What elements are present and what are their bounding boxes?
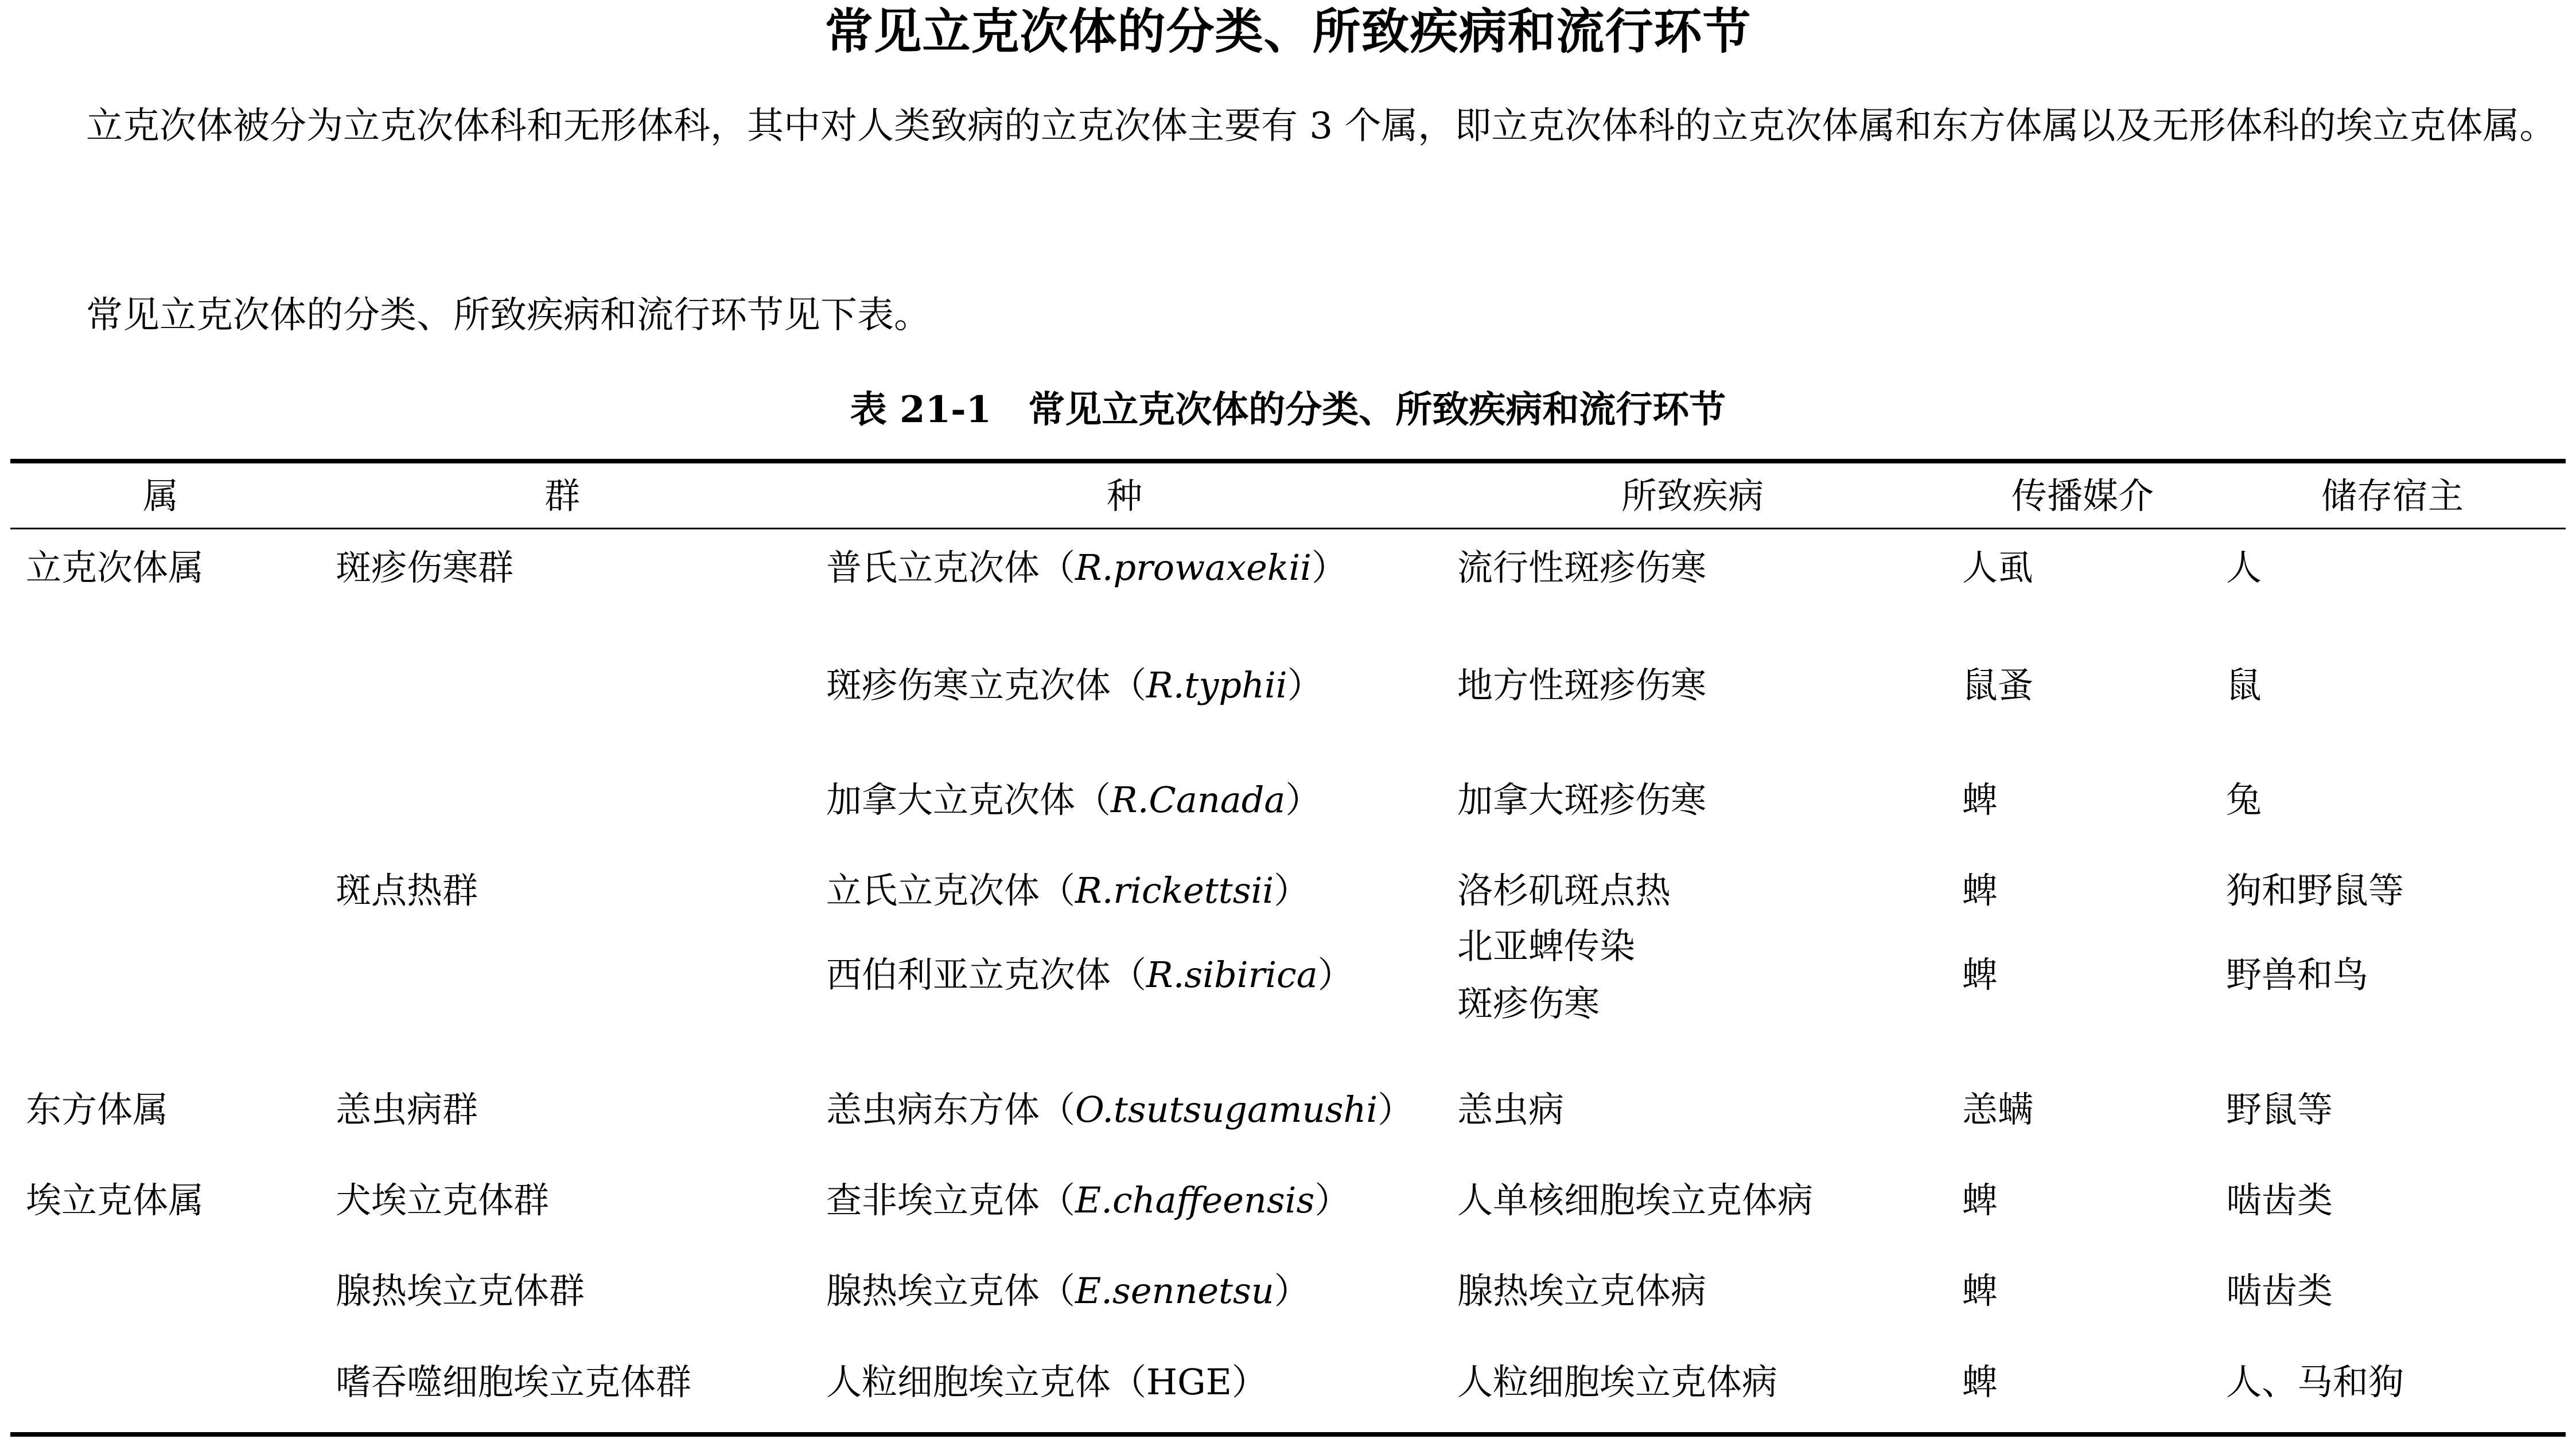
cell-disease: 地方性斑疹伤寒 [1457,664,1707,706]
cell-species [826,780,1321,820]
cell-vector: 蜱 [1962,1270,1998,1312]
species-name: 腺热埃立克体 [826,1270,1040,1312]
cell-species [826,1180,1350,1220]
species-name: 西伯利亚立克次体 [826,954,1111,996]
cell-disease-line2: 斑疹伤寒 [1457,982,1600,1024]
cell-genus: 埃立克体属 [26,1179,204,1221]
cell-vector: 蜱 [1962,1179,1998,1221]
cell-disease: 加拿大斑疹伤寒 [1457,779,1707,821]
cell-host: 人 [2226,547,2262,588]
header-genus: 属 [142,475,178,517]
table-caption: 表 21-1 常见立克次体的分类、所致疾病和流行环节 [850,388,1726,431]
cell-group: 嗜吞噬细胞埃立克体群 [336,1361,692,1403]
species-name: 普氏立克次体 [826,547,1040,588]
cell-vector: 蜱 [1962,869,1998,911]
scientific-name: R.prowaxekii [1075,547,1312,588]
cell-group: 斑疹伤寒群 [336,547,514,588]
close-paren: ） [1274,869,1310,911]
close-paren: ） [1287,664,1323,706]
cell-host: 野鼠等 [2226,1089,2333,1130]
cell-species [826,548,1347,588]
scientific-name: R.Canada [1111,779,1286,821]
species-name: 加拿大立克次体 [826,779,1076,821]
cell-group: 斑点热群 [336,869,478,911]
cell-host: 狗和野鼠等 [2226,869,2404,911]
close-paren: ） [1378,1089,1414,1130]
cell-disease: 洛杉矶斑点热 [1457,869,1671,911]
cell-disease: 人粒细胞埃立克体病 [1457,1361,1778,1403]
species-name: 立氏立克次体 [826,869,1040,911]
header-vector: 传播媒介 [2011,475,2154,517]
table-top-rule [10,459,2566,463]
cell-group: 犬埃立克体群 [336,1179,550,1221]
open-paren: （ [1111,664,1147,706]
scientific-name: O.tsutsugamushi [1075,1089,1378,1130]
header-host: 储存宿主 [2321,475,2464,517]
header-species: 种 [1106,475,1142,517]
cell-disease: 腺热埃立克体病 [1457,1270,1707,1312]
cell-disease: 恙虫病 [1457,1089,1565,1130]
table-bottom-rule [10,1432,2566,1437]
scientific-name: HGE [1146,1361,1232,1403]
page-title: 常见立克次体的分类、所致疾病和流行环节 [824,3,1752,60]
close-paren: ） [1285,779,1321,821]
cell-host: 鼠 [2226,664,2262,706]
cell-vector: 人虱 [1962,547,2034,588]
scientific-name: R.rickettsii [1075,869,1274,911]
header-group: 群 [544,475,580,517]
open-paren: （ [1040,1089,1076,1130]
open-paren: （ [1040,1179,1076,1221]
open-paren: （ [1040,869,1076,911]
cell-vector: 鼠蚤 [1962,664,2034,706]
cell-species [826,665,1323,705]
cell-disease: 北亚蜱传染 [1457,925,1636,967]
cell-host: 啮齿类 [2226,1179,2333,1221]
species-name: 查非埃立克体 [826,1179,1040,1221]
cell-genus: 立克次体属 [26,547,204,588]
close-paren: ） [1231,1361,1267,1403]
scientific-name: E.chaffeensis [1075,1179,1315,1221]
cell-host: 人、马和狗 [2226,1361,2404,1403]
cell-host: 兔 [2226,779,2262,821]
cell-vector: 恙螨 [1962,1089,2034,1130]
cell-species [826,1090,1413,1130]
table-header-rule [10,528,2566,529]
cell-species [826,955,1353,995]
cell-group: 恙虫病群 [336,1089,478,1130]
cell-species [826,1362,1267,1402]
cell-host: 野兽和鸟 [2226,954,2369,996]
cell-vector: 蜱 [1962,779,1998,821]
cell-group: 腺热埃立克体群 [336,1270,585,1312]
cell-genus: 东方体属 [26,1089,169,1130]
cell-vector: 蜱 [1962,1361,1998,1403]
species-name: 恙虫病东方体 [826,1089,1040,1130]
open-paren: （ [1111,954,1147,996]
cell-species [826,1271,1310,1311]
species-name: 斑疹伤寒立克次体 [826,664,1111,706]
close-paren: ） [1312,547,1348,588]
scientific-name: R.sibirica [1146,954,1318,996]
open-paren: （ [1075,779,1111,821]
intro-paragraph: 立克次体被分为立克次体科和无形体科，其中对人类致病的立克次体主要有 3 个属，即立克次体科的立克次体属和东方体属以及无形体科的埃立克体属。 [86,105,2556,147]
cell-disease: 流行性斑疹伤寒 [1457,547,1707,588]
cell-vector: 蜱 [1962,954,1998,996]
header-disease: 所致疾病 [1621,475,1764,517]
scientific-name: R.typhii [1146,664,1287,706]
species-name: 人粒细胞埃立克体 [826,1361,1111,1403]
reference-paragraph: 常见立克次体的分类、所致疾病和流行环节见下表。 [86,294,931,337]
close-paren: ） [1274,1270,1310,1312]
open-paren: （ [1040,547,1076,588]
open-paren: （ [1040,1270,1076,1312]
cell-host: 啮齿类 [2226,1270,2333,1312]
cell-disease: 人单核细胞埃立克体病 [1457,1179,1814,1221]
close-paren: ） [1317,954,1353,996]
close-paren: ） [1314,1179,1351,1221]
scientific-name: E.sennetsu [1075,1270,1274,1312]
open-paren: （ [1111,1361,1147,1403]
cell-species [826,871,1309,911]
